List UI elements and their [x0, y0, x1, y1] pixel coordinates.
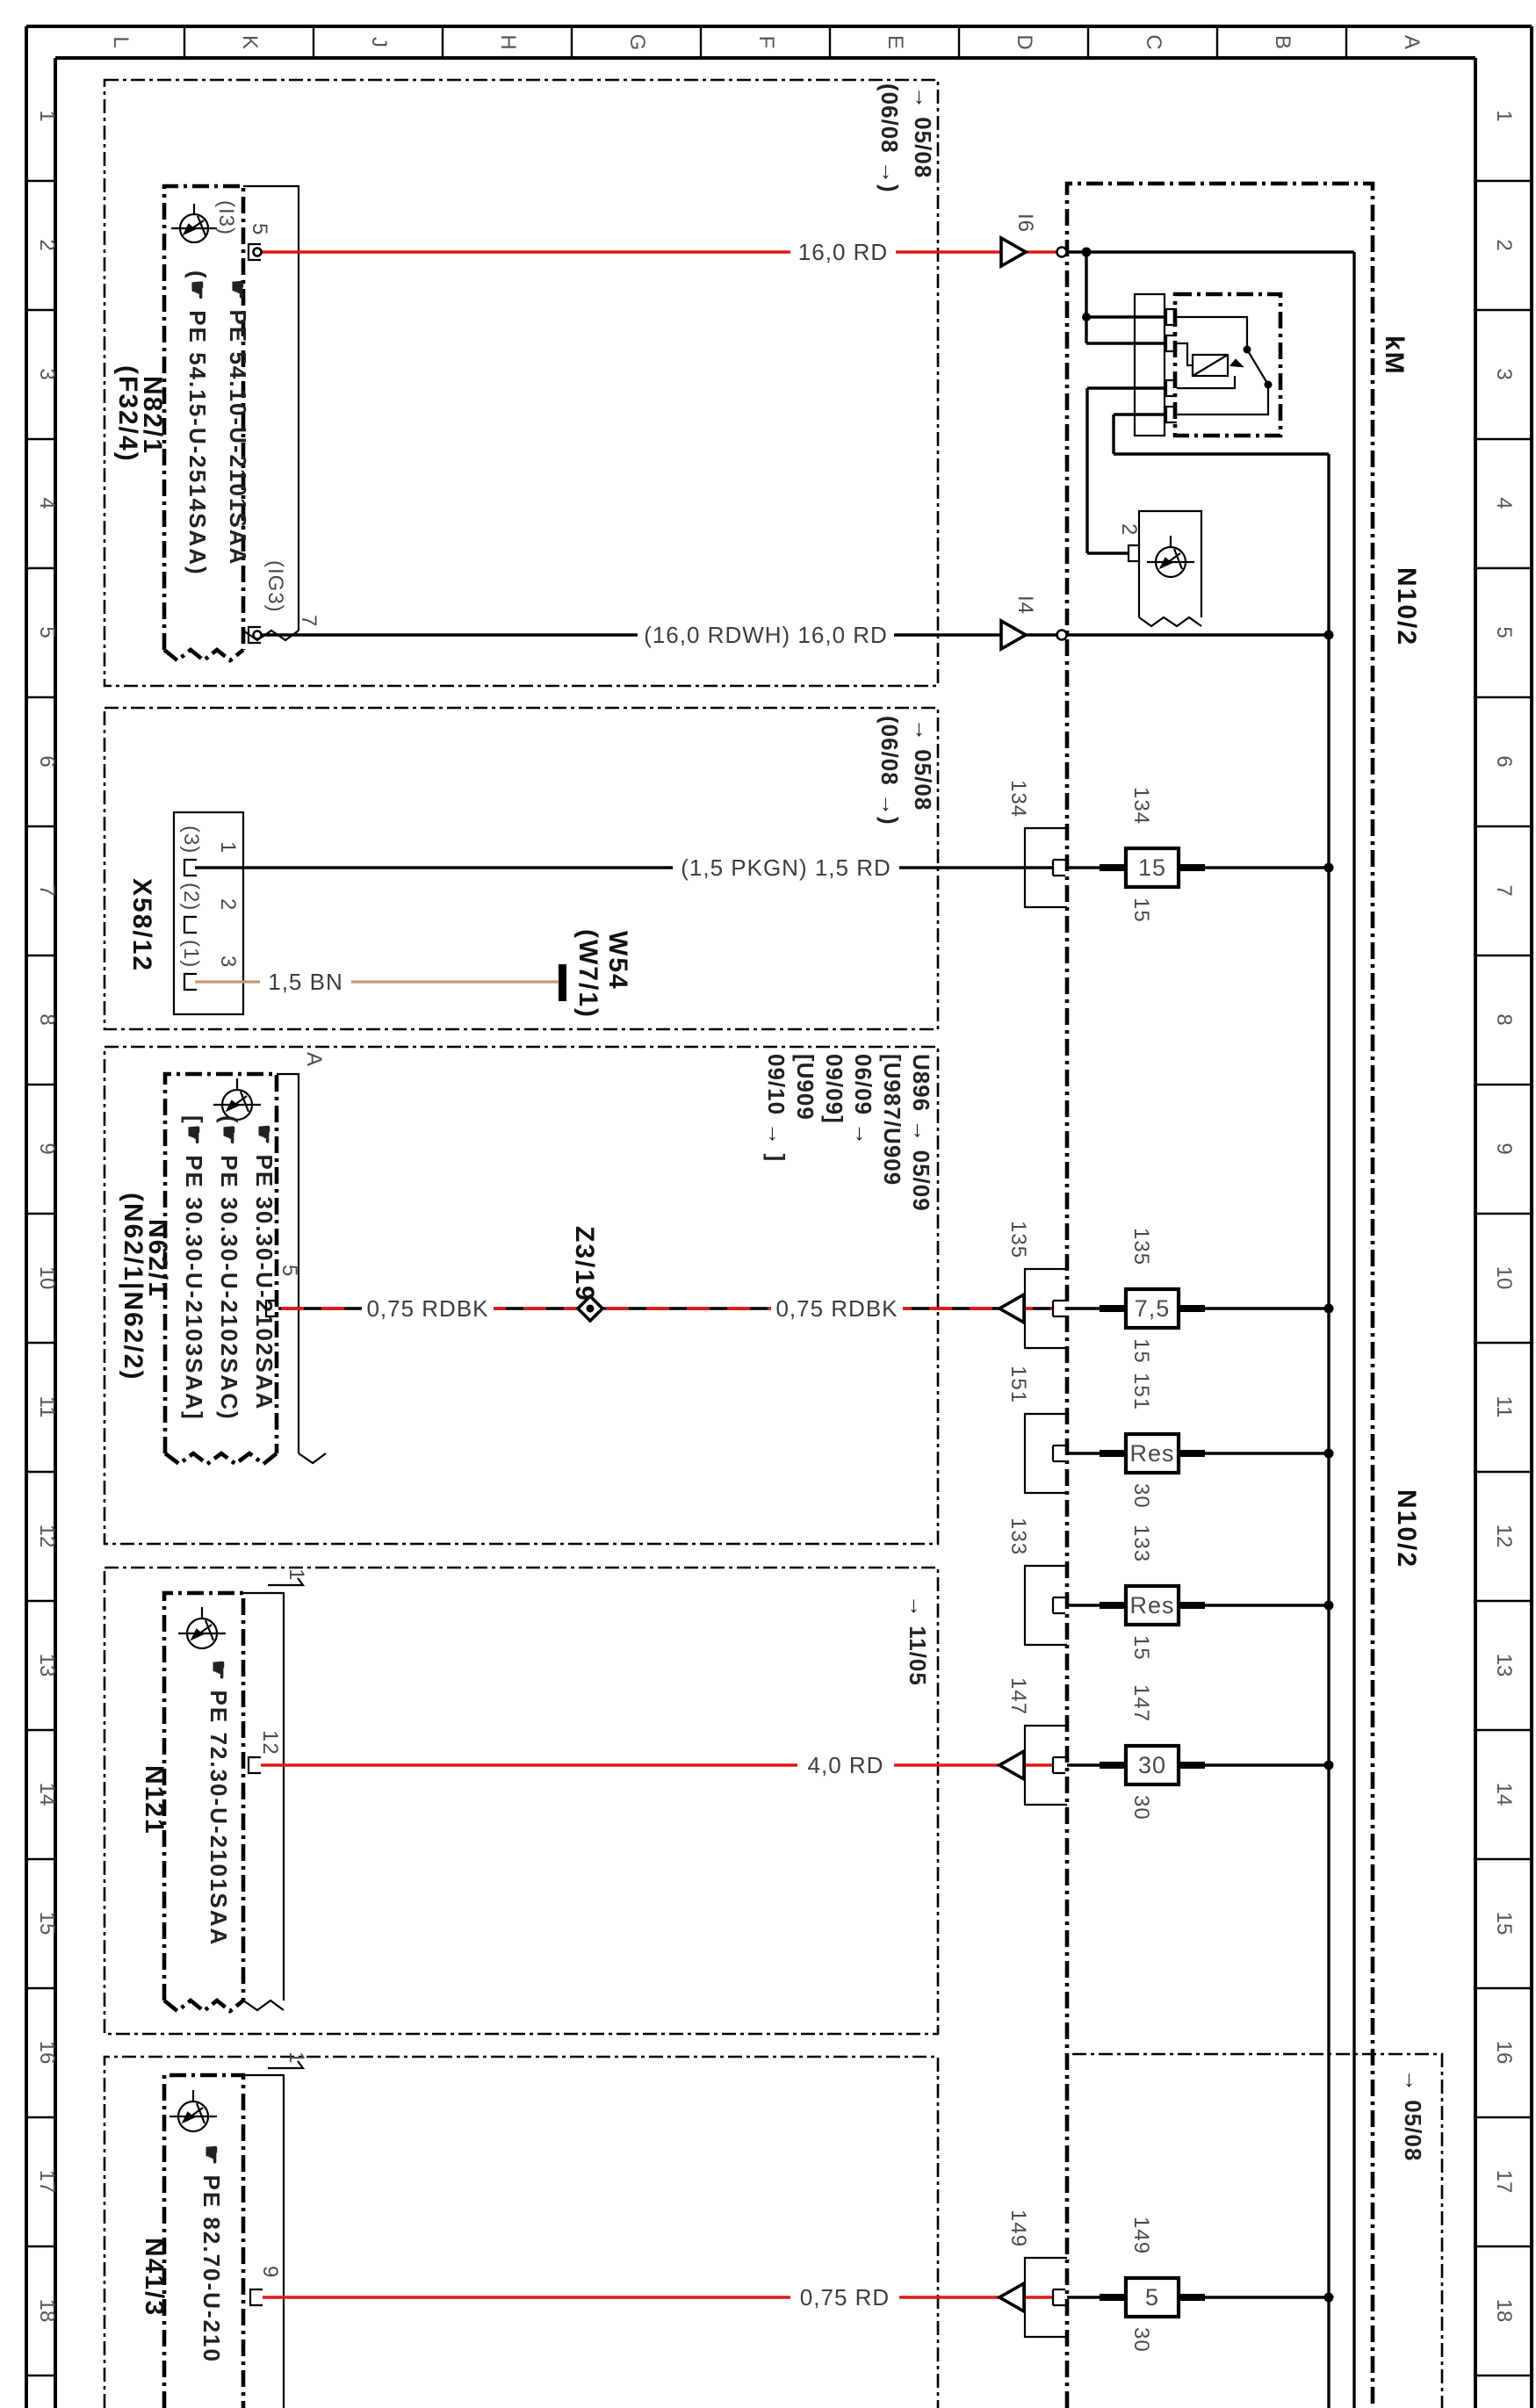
area-box-5 — [105, 2057, 938, 2408]
conn-147: 147 — [1006, 1677, 1030, 1716]
wire-1-5-bn — [195, 929, 632, 1019]
date-e3-5: [U909 — [792, 1054, 818, 1121]
date-e2b: (06/08 →) — [876, 716, 903, 825]
border-terminal — [1057, 631, 1067, 640]
pin-circle — [254, 631, 262, 639]
n121-strip-zigzag — [243, 2001, 284, 2010]
n121-name: N121 — [140, 1765, 169, 1835]
ruler-col: B — [1271, 34, 1294, 50]
ruler-col: D — [1013, 34, 1036, 50]
fuse-row-135 — [1006, 1221, 1334, 1364]
contact-dot — [1244, 346, 1251, 354]
ruler-row: 5 — [1492, 626, 1516, 638]
relay-internals — [1177, 317, 1268, 415]
fuse-135-no: 135 — [1129, 1228, 1153, 1266]
ruler-row: 14 — [35, 1782, 59, 1806]
n82-pin-bot: 7 — [297, 615, 321, 628]
wire-1-5-pkgn-rd — [195, 851, 1053, 884]
n62-zigzag — [165, 1453, 277, 1464]
wire-0-75-rd — [263, 2281, 1053, 2314]
ruler-row: 8 — [35, 1013, 59, 1026]
n62-alt-name: (N62/1|N62/2) — [119, 1193, 148, 1381]
ruler-row: 16 — [35, 2040, 59, 2065]
fuse-133-no: 133 — [1129, 1525, 1153, 1563]
ruler-row: 5 — [35, 626, 59, 638]
fuse-147-circuit: 30 — [1129, 1795, 1153, 1820]
n62-strip-pin: A — [302, 1052, 326, 1068]
ruler-row: 6 — [1492, 755, 1516, 768]
relay-label: kM — [1380, 335, 1409, 376]
fuse-135-value: 7,5 — [1134, 1295, 1171, 1322]
fuse-135-circuit: 15 — [1129, 1338, 1153, 1364]
wire1-label: 16,0 RD — [797, 239, 889, 265]
n62-pe-ref-3: [☛ PE 30.30-U-2103SAA] — [181, 1115, 207, 1421]
date-e3-6: 09/10 → ] — [763, 1054, 790, 1163]
ruler-row: 18 — [35, 2298, 59, 2323]
ruler-row: 4 — [35, 497, 59, 509]
n121-strip — [243, 1593, 284, 2001]
x58-pin1: 1 — [216, 841, 240, 854]
ground-alt-label: (W7/1) — [573, 929, 602, 1019]
ground-terminal — [559, 964, 566, 1001]
n62-strip — [277, 1074, 299, 1453]
n82-alt-name: (F32/4) — [113, 365, 142, 463]
fuse-row-134 — [1006, 780, 1334, 923]
n121-pin: 12 — [258, 1730, 282, 1756]
border-pin-bracket — [1053, 860, 1065, 876]
ruler-column-labels — [109, 34, 1424, 51]
n62-pe-ref-2: (☛ PE 30.30-U-2102SAC) — [216, 1115, 242, 1421]
border-notch — [1025, 1414, 1067, 1493]
wire2-label: (16,0 RDWH) 16,0 RD — [644, 622, 888, 648]
date-e2a: → 05/08 — [910, 718, 936, 811]
border-notch — [1025, 1566, 1067, 1645]
area-box-5b — [1072, 2054, 1442, 2408]
sam-label-1: N10/2 — [1392, 567, 1421, 647]
n62-strip-zigzag — [299, 1453, 326, 1463]
ruler-row: 18 — [1492, 2298, 1516, 2323]
n82-zigzag — [164, 650, 243, 660]
n82-pe-ref-1: ☛ PE 54.10-U-2101SAA — [225, 279, 251, 566]
ruler-row: 12 — [35, 1524, 59, 1548]
ruler-row: 16 — [1492, 2040, 1516, 2065]
n41-pe-ref: ☛ PE 82.70-U-210 — [198, 2145, 225, 2363]
ruler-row: 10 — [35, 1265, 59, 1290]
border-terminal — [1057, 248, 1067, 257]
x58-pin1-alt: (3) — [179, 825, 203, 854]
x58-pin3-alt: (1) — [179, 940, 203, 969]
wire-16-0-rd — [254, 213, 1067, 269]
connector-x58-12 — [127, 812, 243, 1014]
n62-name: N62/1 — [143, 1219, 172, 1299]
border-pin-bracket — [1053, 1597, 1065, 1613]
x58-pin-brackets — [184, 860, 197, 990]
wire6-label: 4,0 RD — [807, 1752, 884, 1778]
n121-strip-pin: 1 — [285, 1568, 308, 1582]
ruler-col: G — [625, 33, 649, 51]
ruler-row: 13 — [35, 1653, 59, 1677]
fuse-134-circuit: 15 — [1129, 898, 1153, 923]
date-e3-3: 06/09 → — [850, 1054, 876, 1147]
ruler-row: 6 — [35, 755, 59, 768]
fuse-133-value: Res — [1129, 1592, 1175, 1619]
pin-circle — [254, 249, 262, 256]
n82-conn-bot: (IG3) — [263, 560, 287, 613]
n82-conn-top: (I3) — [214, 200, 238, 235]
conn-134: 134 — [1006, 780, 1030, 818]
fuse-151-no: 151 — [1129, 1373, 1153, 1411]
component-n62-1 — [119, 1052, 326, 1464]
fuse-151-circuit: 30 — [1129, 1483, 1153, 1509]
bulb-icon — [171, 204, 217, 242]
component-n41-3 — [140, 2051, 308, 2408]
wire3-label: (1,5 PKGN) 1,5 RD — [681, 854, 891, 881]
ruler-row: 14 — [1492, 1782, 1516, 1806]
conn-135: 135 — [1006, 1221, 1030, 1259]
conn-149: 149 — [1006, 2210, 1030, 2248]
component-n82-1 — [113, 186, 321, 660]
ruler-row: 3 — [35, 368, 59, 380]
ruler-row: 1 — [1492, 110, 1516, 122]
n121-zigzag — [164, 2001, 243, 2011]
border-pin-bracket — [1053, 1757, 1065, 1773]
x58-pin2-alt: (2) — [179, 883, 203, 912]
ruler-col: C — [1142, 34, 1165, 50]
fuse-149-value: 5 — [1144, 2284, 1160, 2311]
x58-pin3: 3 — [216, 955, 240, 969]
ruler-col: L — [109, 36, 133, 48]
lamp-pin-bracket — [1129, 545, 1139, 561]
ruler-row: 17 — [1492, 2169, 1516, 2194]
junction-dot — [1324, 863, 1334, 873]
fuse-134-no: 134 — [1129, 787, 1153, 825]
fuse-151-value: Res — [1129, 1440, 1175, 1467]
lamp-icon — [1147, 536, 1194, 577]
n62-pin: 5 — [278, 1265, 301, 1278]
ruler-col: A — [1400, 34, 1424, 50]
sam-n10-2 — [1067, 184, 1421, 2408]
ruler-col: F — [754, 35, 778, 49]
n41-pin9-bracket — [250, 2289, 263, 2305]
ruler-row: 10 — [1492, 1265, 1516, 1290]
ruler-row: 3 — [1492, 368, 1516, 380]
ruler-row: 7 — [1492, 884, 1516, 897]
n121-pin12-bracket — [249, 1757, 261, 1773]
border-pin-bracket — [1053, 1446, 1065, 1461]
date-e3-1: U896 → 05/09 — [908, 1054, 934, 1212]
ruler-row: 15 — [35, 1911, 59, 1936]
fuse-149-circuit: 30 — [1129, 2327, 1153, 2353]
ruler-row: 11 — [1492, 1395, 1516, 1418]
direction-arrow-right — [1001, 621, 1026, 649]
ruler-row: 4 — [1492, 497, 1516, 509]
wire5-label-right: 0,75 RDBK — [775, 1295, 898, 1322]
border-pin-bracket — [1053, 2289, 1065, 2305]
junction-dot — [1324, 1601, 1334, 1611]
wire4-label: 1,5 BN — [268, 969, 343, 995]
contact-dot — [1265, 381, 1273, 389]
conn-151: 151 — [1006, 1366, 1030, 1404]
n121-pe-ref: ☛ PE 72.30-U-2101SAA — [206, 1660, 232, 1947]
ruler-row: 1 — [35, 110, 59, 122]
x58-name: X58/12 — [127, 878, 156, 973]
ruler-row-labels-right — [1492, 110, 1516, 2322]
ground-label: W54 — [603, 931, 632, 991]
ruler-row: 2 — [35, 239, 59, 251]
n41-strip-pin: 1 — [285, 2051, 308, 2065]
date-e1b: (06/08 →) — [876, 83, 903, 193]
junction-dot — [1082, 248, 1092, 257]
ruler-row: 15 — [1492, 1911, 1516, 1936]
n82-pe-ref-2: (☛ PE 54.15-U-2514SAA) — [184, 270, 211, 576]
fuse-149-no: 149 — [1129, 2217, 1153, 2255]
junction-dot — [1324, 2293, 1334, 2303]
junction-dot — [1324, 1761, 1334, 1770]
fuse-row-133 — [1006, 1518, 1334, 1661]
relay-lamp-block — [1117, 511, 1201, 626]
bulb-icon — [213, 1078, 261, 1120]
x58-pin2: 2 — [216, 898, 240, 912]
ruler-row: 12 — [1492, 1524, 1516, 1548]
ruler-row: 11 — [35, 1395, 59, 1418]
sam-border — [1067, 184, 1373, 2408]
ruler-col: E — [883, 34, 907, 50]
lamp-pin-label: 2 — [1117, 523, 1141, 537]
junction-dot — [1324, 1304, 1334, 1314]
junction-dot — [1324, 631, 1334, 640]
ruler-row: 9 — [1492, 1143, 1516, 1155]
fuse-147-no: 147 — [1129, 1684, 1153, 1723]
coupler-label: Z3/19 — [570, 1226, 599, 1302]
fuse-row-151 — [1006, 1366, 1334, 1509]
date-e3-2: [U987/U909 — [879, 1054, 905, 1186]
arrow-id-i4: I4 — [1013, 595, 1037, 616]
ruler-row: 17 — [35, 2169, 59, 2194]
bulb-icon — [178, 1607, 226, 1648]
fuse-row-147 — [1006, 1677, 1334, 1820]
junction-dot — [1082, 313, 1091, 321]
ruler-col: J — [367, 37, 391, 47]
direction-arrow-left — [999, 2283, 1024, 2311]
fuse-133-circuit: 15 — [1129, 1635, 1153, 1661]
n62-pe-ref-1: ☛ PE 30.30-U-2102SAA — [251, 1124, 278, 1411]
n41-pin: 9 — [258, 2266, 282, 2279]
component-n121 — [140, 1568, 308, 2011]
relay-wiring — [1067, 252, 1354, 553]
ruler-col: K — [238, 34, 262, 50]
date-e3-4: 09/09] — [821, 1054, 847, 1124]
direction-arrow-left — [999, 1294, 1024, 1323]
ruler-row: 2 — [1492, 239, 1516, 251]
bulb-icon — [169, 2090, 217, 2131]
wire7-label: 0,75 RD — [799, 2284, 891, 2311]
border-pin-bracket — [1053, 1301, 1065, 1316]
direction-arrow-left — [999, 1751, 1024, 1779]
n82-pin-top: 5 — [248, 223, 271, 236]
ruler-row: 13 — [1492, 1653, 1516, 1677]
validity-dates — [763, 83, 1426, 2161]
date-e4: → 11/05 — [905, 1595, 931, 1686]
ruler-row: 8 — [1492, 1013, 1516, 1026]
n82-name: N82/1 — [138, 376, 167, 456]
n41-strip — [243, 2075, 284, 2408]
date-e5: → 05/08 — [1400, 2069, 1426, 2162]
wire5-label-left: 0,75 RDBK — [366, 1295, 489, 1322]
ruler-row: 9 — [35, 1143, 59, 1155]
fuse-row-149 — [1006, 2210, 1334, 2353]
direction-arrow-right — [1001, 238, 1026, 266]
ruler-col: H — [496, 34, 520, 50]
date-e1a: → 05/08 — [910, 86, 936, 179]
conn-133: 133 — [1006, 1518, 1030, 1556]
fuse-147-value: 30 — [1137, 1752, 1167, 1778]
coupler-dot — [587, 1305, 595, 1313]
arrow-id-i6: I6 — [1013, 213, 1037, 234]
fuse-134-value: 15 — [1137, 854, 1167, 881]
lamp-box-zigzag — [1139, 617, 1201, 626]
junction-dot — [1324, 1449, 1334, 1459]
ruler-row: 7 — [35, 884, 59, 897]
n41-name: N41/3 — [140, 2238, 169, 2318]
wire-4-0-rd — [261, 1748, 1053, 1782]
sam-label-2: N10/2 — [1392, 1489, 1421, 1569]
